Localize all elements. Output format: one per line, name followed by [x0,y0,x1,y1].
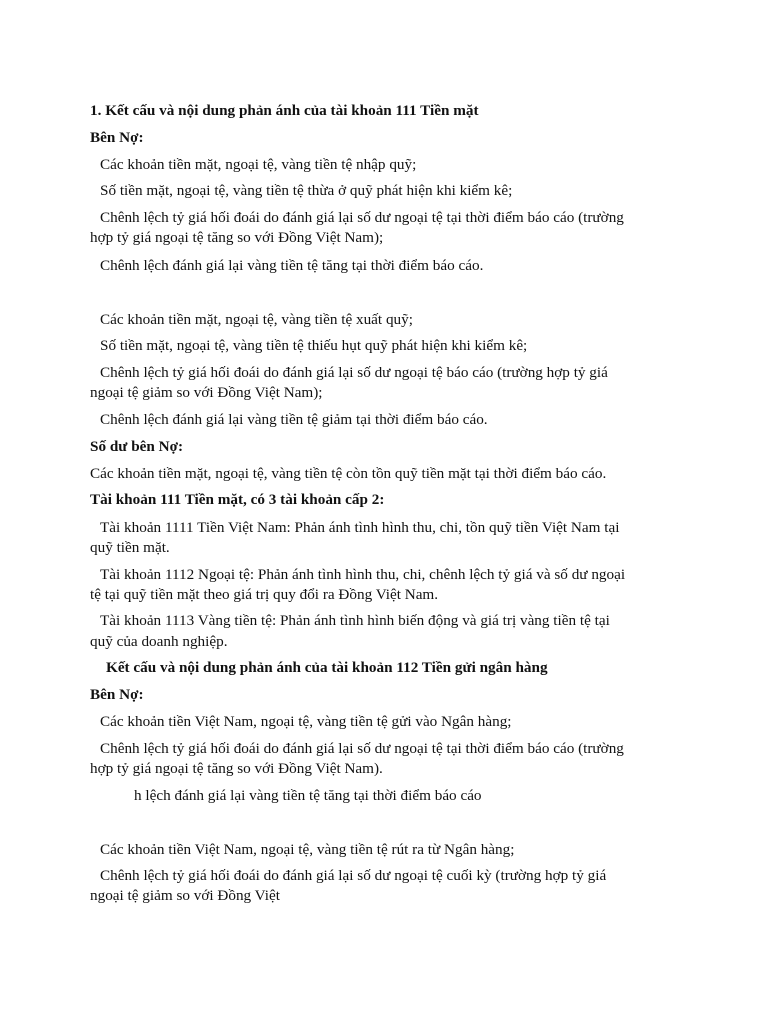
text-line: Các khoản tiền mặt, ngoại tệ, vàng tiền tệ nhập quỹ; [100,156,417,173]
text-line: tệ tại quỹ tiền mặt theo giá trị quy đổi ra Đồng Việt Nam. [90,586,439,603]
text-line: hợp tỷ giá ngoại tệ tăng so với Đồng Việt Nam). [90,760,383,777]
text-line: Chênh lệch tỷ giá hối đoái do đánh giá lại số dư ngoại tệ tại thời điểm báo cáo (trường [100,209,624,226]
text-line: ngoại tệ giảm so với Đồng Việt Nam); [90,384,323,401]
text-line: hợp tỷ giá ngoại tệ tăng so với Đồng Việt Nam); [90,229,384,246]
text-line: Tài khoản 1112 Ngoại tệ: Phản ánh tình hình thu, chi, chênh lệch tỷ giá và số dư ngoại [100,566,626,583]
text-line: Các khoản tiền Việt Nam, ngoại tệ, vàng tiền tệ gửi vào Ngân hàng; [100,713,512,730]
text-line: Số tiền mặt, ngoại tệ, vàng tiền tệ thừa ở quỹ phát hiện khi kiểm kê; [100,182,513,199]
text-line: Chênh lệch tỷ giá hối đoái do đánh giá lại số dư ngoại tệ báo cáo (trường hợp tỷ giá [100,364,608,381]
text-line: Chênh lệch đánh giá lại vàng tiền tệ giảm tại thời điểm báo cáo. [100,411,488,428]
text-line: h lệch đánh giá lại vàng tiền tệ tăng tại thời điểm báo cáo [134,787,482,804]
text-line: Chênh lệch tỷ giá hối đoái do đánh giá lại số dư ngoại tệ tại thời điểm báo cáo (trường [100,740,624,757]
text-line: Tài khoản 1111 Tiền Việt Nam: Phản ánh tình hình thu, chi, tồn quỹ tiền Việt Nam tại [100,519,620,536]
section-heading-112: Kết cấu và nội dung phản ánh của tài khoản 112 Tiền gửi ngân hàng [106,659,548,676]
text-line: Số tiền mặt, ngoại tệ, vàng tiền tệ thiếu hụt quỹ phát hiện khi kiểm kê; [100,337,528,354]
text-line: ngoại tệ giảm so với Đồng Việt [90,887,280,904]
text-line: quỹ tiền mặt. [90,539,170,556]
text-line: Các khoản tiền mặt, ngoại tệ, vàng tiền tệ còn tồn quỹ tiền mặt tại thời điểm báo cáo. [90,465,607,482]
text-line: Các khoản tiền mặt, ngoại tệ, vàng tiền tệ xuất quỹ; [100,311,413,328]
section-heading-111: 1. Kết cấu và nội dung phản ánh của tài khoản 111 Tiền mặt [90,102,479,119]
debit-heading: Bên Nợ: [90,129,144,146]
text-line: Chênh lệch đánh giá lại vàng tiền tệ tăng tại thời điểm báo cáo. [100,257,484,274]
text-line: Chênh lệch tỷ giá hối đoái do đánh giá lại số dư ngoại tệ cuối kỳ (trường hợp tỷ giá [100,867,607,884]
debit-balance-heading: Số dư bên Nợ: [90,438,184,455]
text-line: Các khoản tiền Việt Nam, ngoại tệ, vàng tiền tệ rút ra từ Ngân hàng; [100,841,515,858]
text-line: Tài khoản 1113 Vàng tiền tệ: Phản ánh tình hình biến động và giá trị vàng tiền tệ tại [100,612,610,629]
text-line: quỹ của doanh nghiệp. [90,633,228,650]
debit-heading: Bên Nợ: [90,686,144,703]
subaccounts-heading: Tài khoản 111 Tiền mặt, có 3 tài khoản cấp 2: [90,491,385,508]
